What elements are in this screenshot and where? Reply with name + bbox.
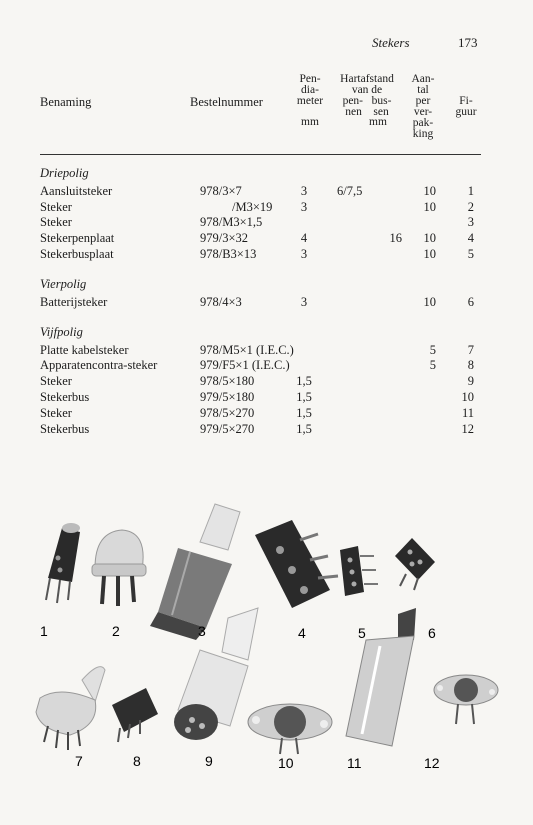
- row-pen-diameter: 1,5: [296, 390, 312, 405]
- col-bestelnummer: Bestelnummer: [190, 95, 263, 109]
- socket-plate-icon: [340, 546, 378, 596]
- row-pen-diameter: 4: [300, 231, 308, 246]
- row-hartafstand-pennen: 6/7,5: [337, 183, 363, 198]
- row-figuur: 3: [467, 215, 474, 230]
- figure-label: 6: [428, 625, 436, 641]
- row-hartafstand-bussen: 16: [389, 231, 402, 246]
- row-pen-diameter: 3: [300, 183, 308, 198]
- row-name: Steker: [40, 405, 72, 420]
- row-bestelnummer: 978/4×3: [200, 294, 242, 309]
- row-name: Stekerpenplaat: [40, 231, 115, 246]
- row-figuur: 7: [467, 342, 474, 357]
- row-bestelnummer: 979/5×180: [200, 390, 255, 405]
- row-figuur: 12: [461, 421, 474, 436]
- section-title: Vierpolig: [40, 277, 87, 292]
- figure-label: 12: [424, 755, 440, 771]
- row-figuur: 4: [467, 231, 474, 246]
- row-pen-diameter: 3: [300, 199, 308, 214]
- row-aantal: 10: [423, 231, 436, 246]
- row-figuur: 11: [461, 405, 474, 420]
- figure-label: 5: [358, 625, 366, 641]
- row-bestelnummer: 978/B3×13: [200, 247, 257, 261]
- row-name: Stekerbus: [40, 421, 90, 436]
- row-figuur: 10: [461, 390, 474, 405]
- running-title: Stekers: [372, 35, 410, 50]
- figure-label: 1: [40, 623, 48, 639]
- row-aantal: 5: [429, 342, 436, 357]
- plug-icon: [46, 523, 80, 603]
- socket-icon: [248, 704, 332, 754]
- col-benaming: Benaming: [40, 95, 92, 109]
- figure-label: 11: [347, 755, 362, 771]
- row-bestelnummer: 978/M5×1 (I.E.C.): [200, 342, 294, 357]
- row-figuur: 9: [467, 374, 474, 389]
- row-figuur: 5: [467, 247, 474, 261]
- col-aantal: Aan- tal per ver- pak- king: [411, 73, 435, 140]
- row-bestelnummer: 978/3×7: [200, 183, 242, 198]
- row-figuur: 2: [467, 199, 474, 214]
- row-pen-diameter: 1,5: [296, 405, 312, 420]
- plug-icon: [36, 667, 105, 750]
- figure-label: 2: [112, 623, 120, 639]
- row-aantal: 10: [423, 294, 436, 309]
- figure-label: 9: [205, 753, 213, 769]
- socket-icon: [434, 675, 498, 724]
- row-pen-diameter: 1,5: [296, 374, 312, 389]
- row-bestelnummer: 978/5×270: [200, 405, 255, 420]
- row-aantal: 10: [423, 247, 436, 261]
- row-name: Steker: [40, 374, 72, 389]
- section-title: Driepolig: [40, 166, 89, 180]
- figure-label: 7: [75, 753, 83, 769]
- row-aantal: 10: [423, 199, 436, 214]
- figure-label: 3: [198, 623, 206, 639]
- row-bestelnummer: /M3×19: [232, 199, 273, 214]
- plug-icon: [346, 608, 416, 746]
- pin-plate-icon: [255, 520, 338, 608]
- row-bestelnummer: 978/M3×1,5: [200, 215, 263, 230]
- row-bestelnummer: 979/F5×1 (I.E.C.): [200, 358, 290, 373]
- row-name: Steker: [40, 215, 72, 230]
- battery-plug-icon: [395, 538, 435, 590]
- row-name: Stekerbus: [40, 390, 90, 405]
- row-aantal: 5: [429, 358, 436, 373]
- socket-icon: [112, 688, 158, 742]
- row-pen-diameter: 3: [300, 247, 308, 261]
- row-pen-diameter: 1,5: [296, 421, 312, 436]
- col-hartafstand: Hartafstand van de pen- bus- nen sen mm: [340, 73, 394, 128]
- product-photos: [0, 490, 533, 820]
- row-figuur: 6: [467, 294, 474, 309]
- row-name: Batterijsteker: [40, 294, 108, 309]
- row-figuur: 8: [467, 358, 474, 373]
- row-name: Platte kabelsteker: [40, 342, 129, 357]
- figure-label: 4: [298, 625, 306, 641]
- row-name: Apparatencontra-steker: [40, 358, 158, 373]
- page-number: 173: [458, 35, 478, 50]
- row-figuur: 1: [467, 183, 474, 198]
- row-aantal: 10: [423, 183, 436, 198]
- row-name: Aansluitsteker: [40, 183, 113, 198]
- section-title: Vijfpolig: [40, 324, 83, 339]
- plug-icon: [92, 530, 146, 606]
- figure-label: 8: [133, 753, 141, 769]
- row-bestelnummer: 978/5×180: [200, 374, 255, 389]
- col-pen-diameter: Pen- dia- meter mm: [296, 73, 324, 128]
- row-name: Steker: [40, 199, 72, 214]
- plug-icon: [150, 504, 240, 640]
- col-figuur: Fi- guur: [455, 95, 477, 118]
- row-bestelnummer: 979/5×270: [200, 421, 255, 436]
- row-pen-diameter: 3: [300, 294, 308, 309]
- figure-label: 10: [278, 755, 294, 771]
- header-rule: [40, 154, 481, 155]
- row-name: Stekerbusplaat: [40, 247, 114, 261]
- row-bestelnummer: 979/3×32: [200, 231, 249, 246]
